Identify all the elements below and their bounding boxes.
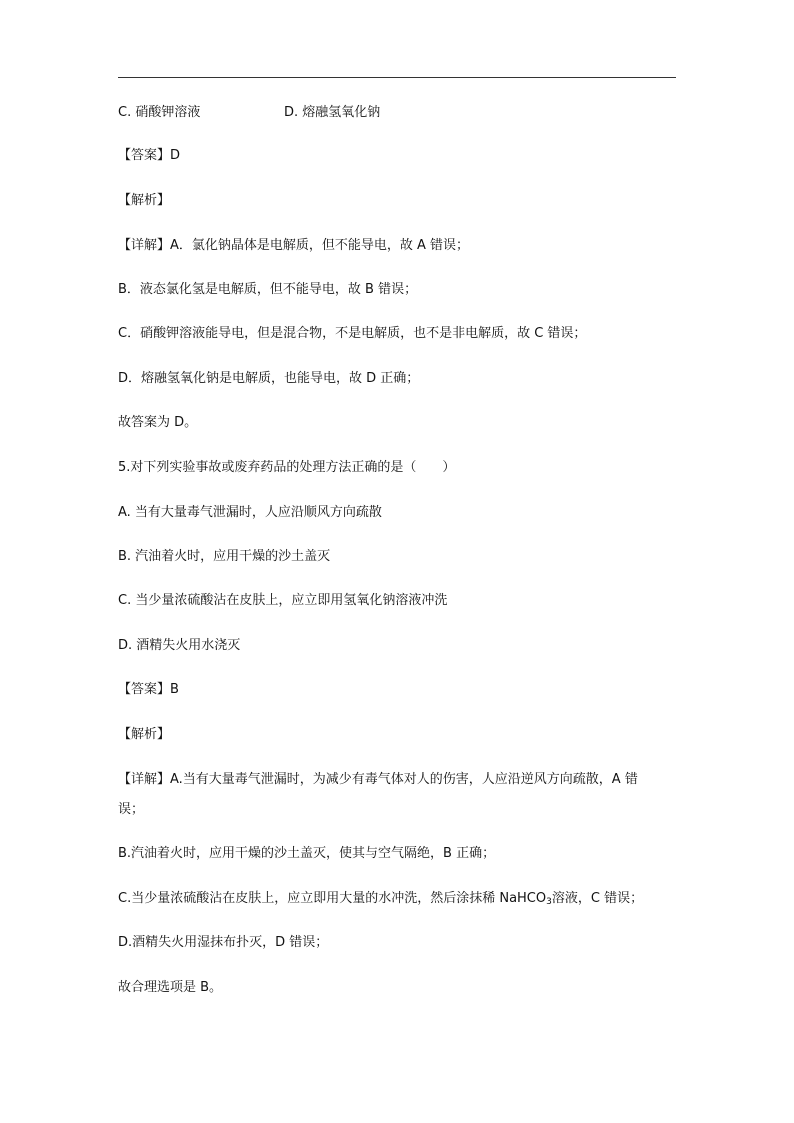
q4-detail-d: D．熔融氢氧化钠是电解质，也能导电，故 D 正确； (118, 371, 420, 386)
q4-conclusion: 故答案为 D。 (118, 415, 198, 430)
q5-analysis-heading: 【解析】 (118, 727, 171, 742)
q4-detail-c: C．硝酸钾溶液能导电，但是混合物，不是电解质，也不是非电解质，故 C 错误； (118, 326, 587, 341)
q5-detail-a-line1: 【详解】A.当有大量毒气泄漏时，为减少有毒气体对人的伤害，人应沿逆风方向疏散，A 错 (118, 772, 638, 787)
q5-detail-c-post: 溶液，C 错误； (551, 891, 644, 906)
q4-option-d: D. 熔融氢氧化钠 (284, 105, 381, 120)
q5-option-a: A. 当有大量毒气泄漏时，人应沿顺风方向疏散 (118, 505, 382, 520)
q4-detail-b: B．液态氯化氢是电解质，但不能导电，故 B 错误； (118, 282, 418, 297)
q5-option-c: C. 当少量浓硫酸沾在皮肤上，应立即用氢氧化钠溶液冲洗 (118, 593, 448, 608)
q5-detail-c (118, 890, 643, 908)
q4-answer: 【答案】D (118, 148, 181, 163)
q5-answer: 【答案】B (118, 682, 179, 697)
q4-option-c: C. 硝酸钾溶液 (118, 105, 201, 120)
q4-detail-a: 【详解】A．氯化钠晶体是电解质，但不能导电，故 A 错误； (118, 238, 470, 253)
q5-detail-b: B.汽油着火时，应用干燥的沙土盖灭，使其与空气隔绝，B 正确； (118, 846, 496, 861)
q5-detail-a-line2: 误； (118, 802, 145, 817)
header-rule (118, 77, 676, 78)
q5-option-b: B. 汽油着火时，应用干燥的沙土盖灭 (118, 549, 331, 564)
q5-detail-c-pre: C.当少量浓硫酸沾在皮肤上，应立即用大量的水冲洗，然后涂抹稀 NaHCO (118, 891, 547, 906)
q5-detail-d: D.酒精失火用湿抹布扑灭，D 错误； (118, 935, 329, 950)
q5-conclusion: 故合理选项是 B。 (118, 980, 223, 995)
q5-question: 5.对下列实验事故或废弃药品的处理方法正确的是（ ） (118, 460, 456, 475)
q4-analysis-heading: 【解析】 (118, 193, 171, 208)
q5-detail-c-sub: 3 (546, 897, 552, 907)
q5-option-d: D. 酒精失火用水浇灭 (118, 638, 241, 653)
